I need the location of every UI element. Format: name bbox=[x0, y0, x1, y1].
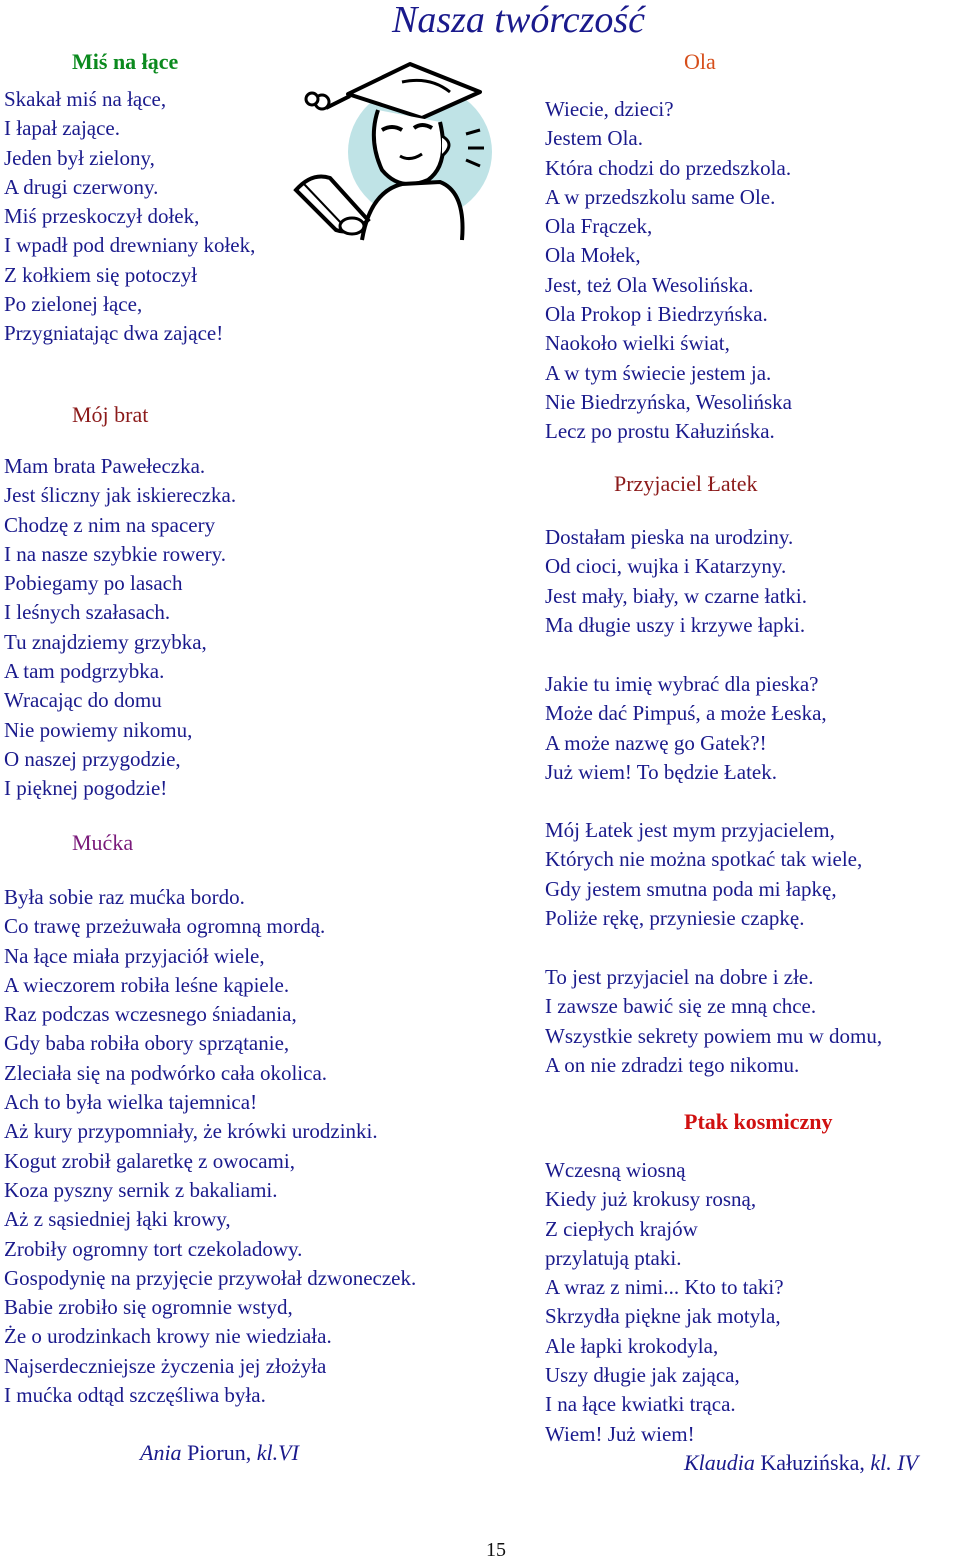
poem-line: Wracając do domu bbox=[4, 688, 162, 713]
poem-line: Jest, też Ola Wesolińska. bbox=[545, 272, 754, 297]
signature-last-name: Kałuzińska, bbox=[760, 1450, 865, 1475]
signature-class: kl. IV bbox=[870, 1450, 919, 1475]
poem-line: Raz podczas wczesnego śniadania, bbox=[4, 1002, 297, 1027]
poem-line: I na nasze szybkie rowery. bbox=[4, 541, 226, 566]
poem-line: Przygniatając dwa zające! bbox=[4, 321, 224, 346]
poem-line: Gdy baba robiła obory sprzątanie, bbox=[4, 1031, 290, 1056]
poem-line: Aż z sąsiedniej łąki krowy, bbox=[4, 1207, 231, 1232]
poem-line: Zrobiły ogromny tort czekoladowy. bbox=[4, 1236, 303, 1261]
poem-line: Jeden był zielony, bbox=[4, 145, 155, 170]
poem-line: Ale łapki krokodyla, bbox=[545, 1333, 719, 1358]
poem-line: Tu znajdziemy grzybka, bbox=[4, 629, 207, 654]
poem-line: I łapał zające. bbox=[4, 116, 120, 141]
poem-line: Wczesną wiosną bbox=[545, 1158, 686, 1182]
poem-line: Koza pyszny sernik z bakaliami. bbox=[4, 1177, 278, 1202]
poem-line: Pobiegamy po lasach bbox=[4, 571, 183, 596]
signature-mucka bbox=[140, 1440, 299, 1466]
poem-line: Nie powiemy nikomu, bbox=[4, 717, 193, 742]
poem-ptak-body bbox=[545, 1156, 784, 1449]
graduate-student-icon bbox=[290, 52, 500, 242]
poem-title-ola: Ola bbox=[684, 49, 716, 74]
signature-first-name: Ania bbox=[140, 1440, 182, 1465]
poem-line: Po zielonej łące, bbox=[4, 292, 143, 317]
poem-line: Kogut zrobił galaretkę z owocami, bbox=[4, 1148, 295, 1173]
poem-line: Że o urodzinkach krowy nie wiedziała. bbox=[4, 1324, 332, 1349]
poem-line: Wiecie, dzieci? bbox=[545, 97, 674, 121]
poem-line: A wieczorem robiła leśne kąpiele. bbox=[4, 972, 290, 997]
poem-line: Zleciała się na podwórko cała okolica. bbox=[4, 1060, 328, 1085]
poem-line: A w przedszkolu same Ole. bbox=[545, 184, 776, 209]
poem-mucka-body bbox=[4, 883, 416, 1410]
poem-line: I na łące kwiatki trąca. bbox=[545, 1392, 736, 1417]
page-title: Nasza twórczość bbox=[392, 0, 646, 41]
poem-line: Jest mały, biały, w czarne łatki. bbox=[545, 583, 808, 608]
poem-line: Co trawę przeżuwała ogromną mordą. bbox=[4, 914, 326, 939]
signature-first-name: Klaudia bbox=[684, 1450, 755, 1475]
poem-ola-body bbox=[545, 95, 792, 447]
poem-line: Ola Mołek, bbox=[545, 243, 641, 268]
poem-line: Nie Biedrzyńska, Wesolińska bbox=[545, 389, 792, 414]
poem-line: Aż kury przypomniały, że krówki urodzinki. bbox=[4, 1119, 378, 1144]
poem-title-mucka: Mućka bbox=[72, 830, 134, 855]
poem-title-brat: Mój brat bbox=[72, 402, 149, 427]
poem-line: Od cioci, wujka i Katarzyny. bbox=[545, 554, 787, 579]
poem-line: I wpadł pod drewniany kołek, bbox=[4, 233, 256, 258]
poem-line: Była sobie raz mućka bordo. bbox=[4, 885, 245, 909]
poem-line: przylatują ptaki. bbox=[545, 1245, 682, 1270]
signature-class: kl.VI bbox=[256, 1440, 299, 1465]
poem-latek-stanza-1 bbox=[545, 523, 807, 640]
poem-line: I mućka odtąd szczęśliwa była. bbox=[4, 1383, 266, 1408]
poem-line: Ma długie uszy i krzywe łapki. bbox=[545, 612, 806, 637]
poem-line: Poliże rękę, przyniesie czapkę. bbox=[545, 905, 805, 930]
poem-brat-body bbox=[4, 452, 236, 804]
poem-line: Na łące miała przyjaciół wiele, bbox=[4, 943, 265, 968]
poem-line: Których nie można spotkać tak wiele, bbox=[545, 847, 863, 872]
poem-line: A on nie zdradzi tego nikomu. bbox=[545, 1052, 800, 1077]
poem-line: Ola Frączek, bbox=[545, 214, 653, 239]
poem-line: Mój Łatek jest mym przyjacielem, bbox=[545, 818, 835, 842]
poem-line: Wiem! Już wiem! bbox=[545, 1421, 695, 1446]
poem-title-latek: Przyjaciel Łatek bbox=[614, 471, 758, 496]
poem-line: Skrzydła piękne jak motyla, bbox=[545, 1304, 781, 1329]
poem-line: I zawsze bawić się ze mną chce. bbox=[545, 994, 817, 1019]
poem-line: O naszej przygodzie, bbox=[4, 746, 181, 771]
poem-line: Lecz po prostu Kałuzińska. bbox=[545, 419, 775, 444]
poem-latek-stanza-3 bbox=[545, 816, 862, 933]
poem-line: Jakie tu imię wybrać dla pieska? bbox=[545, 672, 819, 696]
poem-line: To jest przyjaciel na dobre i złe. bbox=[545, 965, 814, 989]
poem-line: Jest śliczny jak iskiereczka. bbox=[4, 483, 237, 508]
poem-line: A drugi czerwony. bbox=[4, 174, 159, 199]
poem-line: A tam podgrzybka. bbox=[4, 659, 165, 684]
poem-line: Z kołkiem się potoczył bbox=[4, 262, 198, 287]
poem-line: A wraz z nimi... Kto to taki? bbox=[545, 1275, 784, 1300]
poem-line: Wszystkie sekrety powiem mu w domu, bbox=[545, 1023, 883, 1048]
poem-line: A w tym świecie jestem ja. bbox=[545, 360, 772, 385]
poem-line: Ach to była wielka tajemnica! bbox=[4, 1090, 258, 1115]
poem-line: Mam brata Pawełeczka. bbox=[4, 454, 206, 478]
poem-line: Ola Prokop i Biedrzyńska. bbox=[545, 302, 768, 327]
poem-title-mis: Miś na łące bbox=[72, 49, 179, 74]
poem-title-ptak: Ptak kosmiczny bbox=[684, 1109, 833, 1134]
poem-line: Z ciepłych krajów bbox=[545, 1216, 698, 1241]
poem-line: Może dać Pimpuś, a może Łeska, bbox=[545, 701, 827, 726]
poem-latek-stanza-4 bbox=[545, 963, 882, 1080]
poem-line: Kiedy już krokusy rosną, bbox=[545, 1187, 757, 1212]
page-number: 15 bbox=[486, 1539, 506, 1561]
poem-line: Babie zrobiło się ogromnie wstyd, bbox=[4, 1295, 293, 1320]
poem-line: I leśnych szałasach. bbox=[4, 600, 171, 625]
poem-line: Naokoło wielki świat, bbox=[545, 331, 730, 356]
poem-mis-body bbox=[4, 85, 255, 349]
poem-line: Dostałam pieska na urodziny. bbox=[545, 525, 794, 549]
poem-line: Miś przeskoczył dołek, bbox=[4, 204, 200, 229]
poem-line: Najserdeczniejsze życzenia jej złożyła bbox=[4, 1353, 327, 1378]
signature-ptak bbox=[684, 1450, 918, 1476]
poem-line: Gdy jestem smutna poda mi łapkę, bbox=[545, 876, 837, 901]
poem-line: Jestem Ola. bbox=[545, 126, 643, 151]
poem-line: Skakał miś na łące, bbox=[4, 87, 167, 111]
poem-line: Uszy długie jak zająca, bbox=[545, 1363, 740, 1388]
poem-line: Chodzę z nim na spacery bbox=[4, 512, 216, 537]
signature-last-name: Piorun, bbox=[187, 1440, 252, 1465]
poem-line: Już wiem! To będzie Łatek. bbox=[545, 759, 777, 784]
poem-line: Gospodynię na przyjęcie przywołał dzwoneczek. bbox=[4, 1265, 417, 1290]
poem-line: I pięknej pogodzie! bbox=[4, 776, 168, 801]
poem-line: A może nazwę go Gatek?! bbox=[545, 730, 767, 755]
poem-line: Która chodzi do przedszkola. bbox=[545, 155, 792, 180]
poem-latek-stanza-2 bbox=[545, 670, 827, 787]
